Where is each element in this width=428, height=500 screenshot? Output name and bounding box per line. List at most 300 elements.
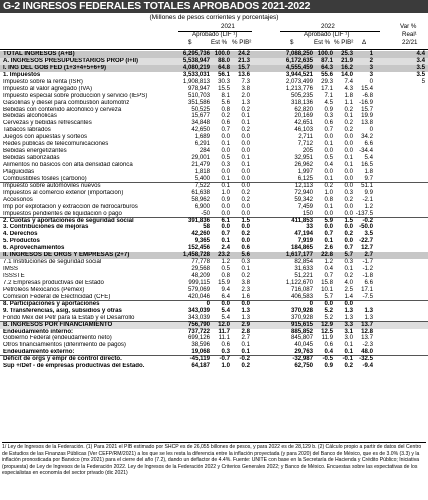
row-label: I. ING DEL GOB FED (1+3+4+5+6+9) — [3, 64, 107, 71]
header-col-est-2022: Est % — [314, 39, 331, 46]
row-value: -6.8 — [362, 91, 373, 99]
table-row — [0, 72, 428, 79]
row-value: 0.0 — [324, 209, 333, 217]
row-value: 7.4 — [344, 77, 353, 85]
row-value: 5.6 — [241, 251, 250, 259]
row-value: 885,852 — [290, 327, 313, 335]
row-label: Imp por explotación y extracción de hidrocarburos — [3, 203, 138, 210]
row-value: -0.1 — [342, 355, 353, 363]
row-value: 10.1 — [321, 285, 333, 293]
row-value: 17.1 — [321, 84, 333, 92]
row-value: 3.8 — [241, 84, 250, 92]
row-value: 48.0 — [361, 348, 373, 356]
row-value: 1,213,776 — [285, 84, 313, 92]
row-value: 0.0 — [221, 223, 230, 231]
row-value: 0.1 — [221, 181, 230, 189]
row-value: 2.4 — [221, 244, 230, 252]
row-value: -137.5 — [355, 209, 373, 217]
row-value: 0.0 — [344, 147, 353, 155]
row-value: 40,045 — [294, 341, 313, 349]
row-value: 0.0 — [324, 147, 333, 155]
table-row — [0, 224, 428, 231]
row-value: 391,836 — [187, 216, 210, 224]
row-value: 3.4 — [416, 56, 425, 64]
row-value: 0.0 — [241, 181, 250, 189]
row-value: 1 — [369, 50, 373, 57]
row-value: 0.2 — [241, 272, 250, 279]
table-row — [0, 363, 428, 370]
row-value: 1.3 — [364, 306, 373, 314]
table-row — [0, 294, 428, 301]
row-value: 0.4 — [324, 265, 333, 273]
row-label: Bebidas saborizadas — [3, 155, 60, 162]
row-label: 7.2 Empresas productivas del Estado — [3, 279, 104, 286]
row-value: 3.5 — [416, 63, 425, 71]
row-value: 15.4 — [361, 84, 373, 92]
row-value: 23.2 — [218, 251, 230, 259]
row-value: 420,046 — [187, 292, 210, 300]
header-year-2021: 2021 — [221, 23, 235, 30]
row-value: 0.3 — [324, 112, 333, 120]
row-value: 4.3 — [344, 84, 353, 92]
row-value: 1.8 — [344, 91, 353, 99]
row-label: Accesorios — [3, 196, 33, 203]
row-label: Cervezas y bebidas refrescantes — [3, 120, 92, 127]
row-value: 0.7 — [324, 272, 333, 279]
page-title: G-2 INGRESOS FEDERALES TOTALES APROBADOS 2021-2022 — [0, 0, 428, 13]
row-value: 5,400 — [194, 174, 210, 182]
row-value: 0.7 — [324, 230, 333, 238]
row-label: 8. Participaciones y aportaciones — [3, 300, 100, 307]
row-value: 318,136 — [290, 98, 313, 106]
row-value: 351,586 — [187, 98, 210, 106]
row-value: 0.2 — [344, 195, 353, 203]
row-value: 1.3 — [241, 98, 250, 106]
row-value: 5.4 — [221, 306, 230, 314]
row-value: 0.2 — [241, 362, 250, 370]
row-label: Fondo Mex del Petr para la Estab y el Desarrollo — [3, 314, 135, 321]
row-value: 406,583 — [290, 292, 313, 300]
row-value: 2.8 — [241, 327, 250, 335]
row-value: 9.7 — [364, 174, 373, 182]
row-value: 72,940 — [294, 188, 313, 196]
table-row — [0, 134, 428, 141]
row-value: 50,525 — [191, 105, 210, 113]
row-value: 0.2 — [241, 195, 250, 203]
row-value: 16.5 — [361, 161, 373, 168]
row-value: 9,365 — [194, 237, 210, 245]
row-value: 22.8 — [321, 251, 333, 259]
row-value: 4.0 — [344, 278, 353, 286]
row-value: 0.2 — [344, 362, 353, 370]
table-row — [0, 58, 428, 65]
row-value: 11.9 — [321, 334, 333, 342]
row-value: 0.1 — [324, 202, 333, 210]
row-value: 0.4 — [324, 348, 333, 356]
row-label: Otros financiamientos (diferimiento de pagos) — [3, 342, 126, 349]
row-value: 0.0 — [344, 140, 353, 148]
row-value: -9.4 — [362, 362, 373, 370]
row-value: 0 — [369, 77, 373, 85]
row-value: 978,947 — [187, 84, 210, 92]
row-value: 284 — [199, 147, 210, 155]
row-value: 8.1 — [221, 91, 230, 99]
row-value: 1.3 — [344, 306, 353, 314]
row-value: 510,703 — [187, 91, 210, 99]
row-value: 34,848 — [191, 119, 210, 127]
row-value: 0.0 — [241, 202, 250, 210]
row-value: 7,459 — [297, 202, 313, 210]
row-value: 12.9 — [321, 320, 333, 328]
row-value: 2.7 — [241, 334, 250, 342]
row-label: Sup +/Def - de empresas productivas del Estado. — [3, 363, 145, 370]
row-label: 1. Impuestos — [3, 71, 41, 78]
table-row — [0, 51, 428, 58]
row-value: 1,997 — [297, 167, 313, 175]
row-value: -1.2 — [362, 265, 373, 273]
row-value: 64,187 — [191, 362, 210, 370]
row-value: 4,080,219 — [182, 63, 210, 71]
row-value: 0.2 — [324, 181, 333, 189]
row-value: 0.8 — [221, 272, 230, 279]
table-row — [0, 183, 428, 190]
row-value: 5.6 — [221, 98, 230, 106]
row-label: 7.1 Instituciones de seguridad social — [3, 259, 102, 266]
row-value: -0.2 — [239, 355, 250, 363]
row-value: 0.1 — [324, 174, 333, 182]
row-value: 0.5 — [221, 154, 230, 162]
row-value: 0.0 — [344, 237, 353, 245]
row-label: Gasolinas y diésel para combustión automotriz — [3, 99, 130, 106]
row-value: 5.7 — [344, 251, 353, 259]
row-label: 6. Aprovechamientos — [3, 245, 65, 252]
row-value: 505,235 — [290, 91, 313, 99]
row-value: 1.0 — [324, 188, 333, 196]
row-value: 58 — [203, 223, 210, 231]
row-label: Combustibles fósiles (carbono) — [3, 175, 87, 182]
row-value: 21,479 — [191, 161, 210, 168]
row-value: 15.5 — [218, 84, 230, 92]
row-label: Bebidas con contenido alcohólico y cerveza — [3, 106, 122, 113]
row-value: 0.0 — [241, 140, 250, 148]
row-value: 1.1 — [344, 98, 353, 106]
row-value: 150 — [302, 209, 313, 217]
footnotes: 1/ Ley de Ingresos de la Federación. (1) Para 2021 el PIB estimado por SHCP es de 26,055 billones de pesos, y para 2022 es de 28,129 b. (2) Cálculo propio a partir de datos del Centro de Estudios de las Finanzas Públicas (Ver CEFP/RM/2021) a los que se les resta la diferencia entre la inflación proyectada (y para 2020) del Banco de México, que es de 3.0% (3.3) y la inflación pronosticada por Banxico (mx 2021) para el cierre del año (7.2), dando un deflactor de 4.4%. Fuente: UNITE con base en la Secretaría de Hacienda y Crédito Público; Iniciativa (propuesta) de Ley de Ingresos de la Federación 2022. Ley de Ingresos de la Federación 2022 y Criterios Generales 2022; y Banco de México. Encuestas sobre las expectativas de los especialistas en economía del sector privado (dic 2021) — [2, 442, 426, 500]
row-value: 0.0 — [241, 299, 250, 307]
row-value: 20,169 — [294, 112, 313, 120]
row-value: 370,928 — [290, 313, 313, 321]
table-row — [0, 65, 428, 72]
row-value: 26,962 — [294, 161, 313, 168]
row-value: 9.9 — [364, 188, 373, 196]
row-value: 51,221 — [294, 272, 313, 279]
row-label: Bebidas alcohólicas — [3, 113, 57, 120]
row-value: 5.7 — [324, 292, 333, 300]
row-value: 32,951 — [294, 154, 313, 162]
row-value: 1,617,177 — [285, 251, 313, 259]
row-value: 0.0 — [241, 209, 250, 217]
row-value: 0 — [206, 299, 210, 307]
row-value: 82,854 — [294, 258, 313, 266]
row-label: Impuestos al comercio exterior (importación) — [3, 189, 124, 196]
row-value: 61,638 — [191, 188, 210, 196]
row-label: Juegos con apuestas y sorteos — [3, 134, 88, 141]
row-label: 2. Cuotas y aportaciones de seguridad social — [3, 217, 134, 224]
row-value: 2.5 — [344, 285, 353, 293]
row-value: 0.9 — [324, 105, 333, 113]
row-value: 7,712 — [297, 140, 313, 148]
header-var-label: Var % — [400, 23, 417, 30]
row-value: 3.0 — [344, 334, 353, 342]
row-value: -2.1 — [362, 195, 373, 203]
row-value: 845,807 — [290, 334, 313, 342]
row-label: Impuesto especial sobre producción y servicio (IEPS) — [3, 92, 148, 99]
row-label: 9. Transferencias, asig, subsidios y otras — [3, 307, 122, 314]
row-value: 0.0 — [324, 223, 333, 231]
row-value: 3.5 — [416, 70, 425, 78]
row-value: 0.0 — [241, 237, 250, 245]
row-value: 7.3 — [241, 77, 250, 85]
row-value: 370,928 — [290, 306, 313, 314]
row-value: 0.0 — [221, 299, 230, 307]
row-value: 0.1 — [324, 237, 333, 245]
row-value: 6,172,635 — [285, 56, 313, 64]
row-value: 5.4 — [221, 313, 230, 321]
row-value: 1.2 — [221, 258, 230, 266]
row-value: 1.5 — [344, 216, 353, 224]
row-value: 3 — [369, 63, 373, 71]
row-value: 0.0 — [324, 299, 333, 307]
row-value: 62,820 — [294, 105, 313, 113]
row-value: 30.3 — [218, 77, 230, 85]
row-value: 0.3 — [344, 258, 353, 266]
row-value: 6,295,736 — [182, 50, 210, 57]
row-value: 12.7 — [361, 244, 373, 252]
row-value: 2.3 — [241, 285, 250, 293]
row-value: 2,711 — [298, 133, 313, 141]
row-value: 205 — [302, 147, 313, 155]
row-value: 1,908,813 — [182, 77, 210, 85]
row-label: 3. Contribuciones de mejoras — [3, 224, 89, 231]
row-label: Impuesto sobre automóviles nuevos — [3, 182, 101, 189]
row-value: 0.2 — [241, 188, 250, 196]
row-value: 12.8 — [361, 327, 373, 335]
row-value: 0.0 — [324, 167, 333, 175]
row-value: 0.5 — [221, 265, 230, 273]
row-value: 6,125 — [297, 174, 313, 182]
row-value: 7.1 — [324, 91, 333, 99]
row-label: A. INGRESOS PRESUPUESTARIOS PROP (I+II) — [3, 57, 139, 64]
header-col-est-2021: Est % — [211, 39, 228, 46]
table-row — [0, 273, 428, 280]
row-value: 0.7 — [221, 230, 230, 238]
row-value: 1.3 — [241, 306, 250, 314]
row-value: 0.1 — [324, 140, 333, 148]
row-label: Bebidas energetizantes — [3, 148, 67, 155]
row-value: 15.7 — [238, 63, 250, 71]
row-value: -34.4 — [359, 147, 373, 155]
row-value: 7,522 — [194, 181, 210, 189]
row-value: 4,555,459 — [285, 63, 313, 71]
header-period-label: 22/21 — [402, 39, 418, 46]
row-value: 29,763 — [294, 348, 313, 356]
row-value: 0.1 — [241, 348, 250, 356]
row-value: 0.1 — [344, 154, 353, 162]
row-value: 5.2 — [324, 313, 333, 321]
row-value: 1.4 — [344, 292, 353, 300]
row-value: 16.2 — [341, 63, 353, 71]
row-value: 6.6 — [364, 278, 373, 286]
row-value: 699,126 — [187, 334, 210, 342]
row-value: 17.1 — [361, 285, 373, 293]
row-label: ISSSTE — [3, 273, 25, 279]
row-value: 0.0 — [241, 174, 250, 182]
row-value: 6,291 — [194, 140, 210, 148]
row-label: Gobierno Federal (endeudamiento neto) — [3, 335, 112, 342]
row-value: 51.1 — [361, 181, 373, 189]
row-value: 2.7 — [364, 251, 373, 259]
row-value: 0.1 — [241, 265, 250, 273]
row-value: 0.2 — [241, 126, 250, 134]
row-label: Alimentos no básicos con alta densidad calórica — [3, 162, 133, 168]
row-value: 0.8 — [324, 195, 333, 203]
row-value: -0.7 — [219, 355, 230, 363]
row-value: 12.0 — [218, 320, 230, 328]
row-value: 737,722 — [187, 327, 210, 335]
row-value: 15.7 — [361, 105, 373, 113]
row-value: 47,194 — [294, 230, 313, 238]
row-value: 0.0 — [221, 202, 230, 210]
row-value: 0.6 — [221, 341, 230, 349]
row-value: 0.1 — [241, 112, 250, 120]
row-value: 0.9 — [221, 195, 230, 203]
row-value: 0.0 — [344, 133, 353, 141]
row-value: 2.0 — [241, 91, 250, 99]
row-value: 19,068 — [191, 348, 210, 356]
row-value: 0.0 — [344, 167, 353, 175]
row-value: 0.7 — [221, 126, 230, 134]
row-value: 3.1 — [344, 327, 353, 335]
row-value: 2 — [369, 56, 373, 64]
table-row — [0, 197, 428, 204]
row-label: 5. Productos — [3, 238, 40, 245]
row-label: Petróleos Mexicanos (Pemex) — [3, 286, 85, 293]
row-value: 4.5 — [324, 98, 333, 106]
row-value: 77,778 — [191, 258, 210, 266]
row-value: -32.5 — [359, 355, 373, 363]
row-value: 7,088,250 — [285, 50, 313, 57]
row-value: 1,818 — [194, 167, 210, 175]
row-value: 0.9 — [324, 362, 333, 370]
row-value: 915,615 — [290, 320, 313, 328]
row-value: -2.3 — [362, 341, 373, 349]
row-value: 100.0 — [317, 50, 333, 57]
row-value: 88.0 — [218, 56, 230, 64]
row-value: 0.1 — [241, 119, 250, 127]
row-value: 9.4 — [221, 285, 230, 293]
row-value: 2.6 — [324, 244, 333, 252]
row-value: 13.7 — [361, 320, 373, 328]
row-value: 100.0 — [214, 50, 230, 57]
row-value: 62,750 — [294, 362, 313, 370]
row-value: 64.3 — [321, 63, 333, 71]
row-value: 11.1 — [218, 334, 230, 342]
row-value: 0.0 — [344, 174, 353, 182]
row-label: Impuesto al valor agregado (IVA) — [3, 85, 92, 92]
row-value: 3.5 — [364, 230, 373, 238]
header-col-delta-2022: Δ — [362, 39, 367, 46]
row-value: 13.6 — [238, 70, 250, 78]
row-value: 0.6 — [324, 341, 333, 349]
row-value: 0.0 — [344, 299, 353, 307]
row-value: 0.0 — [221, 167, 230, 175]
row-value: 1.3 — [344, 313, 353, 321]
row-value: 21.9 — [341, 56, 353, 64]
row-value: 0.3 — [344, 188, 353, 196]
header-bottom-rule — [0, 49, 428, 50]
header-col-amount-2022: $ — [290, 39, 294, 46]
row-value: 13.8 — [361, 119, 373, 127]
row-value: 42,650 — [191, 126, 210, 134]
row-value: 0.3 — [221, 161, 230, 168]
row-value: 15,677 — [191, 112, 210, 120]
row-label: Tabacos labrados — [3, 127, 51, 134]
row-value: -0.5 — [322, 355, 333, 363]
header-col-pib-2022: % PIB² — [334, 39, 354, 46]
row-value: 14.0 — [341, 70, 353, 78]
row-value: 0.2 — [344, 230, 353, 238]
row-value: 12.5 — [321, 327, 333, 335]
row-value: -32,987 — [292, 355, 313, 363]
row-value: 716,087 — [290, 285, 313, 293]
row-value: 0.2 — [344, 126, 353, 134]
table-row — [0, 169, 428, 176]
row-value: 58,962 — [191, 195, 210, 203]
row-value: 0.2 — [241, 230, 250, 238]
row-value: 0.1 — [221, 174, 230, 182]
row-value: 1.2 — [324, 258, 333, 266]
row-label: Impuesto sobre la renta (ISR) — [3, 78, 83, 85]
row-value: 0.2 — [344, 105, 353, 113]
row-value: 31,633 — [294, 265, 313, 273]
table-row — [0, 301, 428, 308]
table-row — [0, 148, 428, 155]
header-col-pib-2021: % PIB² — [232, 39, 252, 46]
table-row — [0, 308, 428, 315]
row-label: II. INGRESOS DE ORGS Y EMPRESAS (2+7) — [3, 252, 130, 259]
row-value: 0.6 — [241, 244, 250, 252]
row-value: -45,119 — [189, 355, 210, 363]
row-value: 0.7 — [324, 126, 333, 134]
row-label: TOTAL INGRESOS (A+B) — [3, 51, 75, 57]
row-value: 1,458,728 — [182, 251, 210, 259]
row-value: 56.1 — [218, 70, 230, 78]
row-value: -50 — [201, 209, 210, 217]
row-value: 13.7 — [361, 334, 373, 342]
row-value: 0.7 — [344, 244, 353, 252]
row-value: 0.0 — [344, 209, 353, 217]
row-value: 87.1 — [321, 56, 333, 64]
row-value: 0.0 — [344, 223, 353, 231]
row-label: Endeudamiento externo: — [3, 349, 75, 356]
row-value: 3,944,521 — [285, 70, 313, 78]
row-value: 0.0 — [344, 181, 353, 189]
row-value: 0 — [309, 299, 313, 307]
row-value: -1.7 — [362, 258, 373, 266]
row-value: -0.2 — [362, 216, 373, 224]
row-value: 7,919 — [297, 237, 313, 245]
row-label: B. INGRESOS POR FINANCIAMIENTO — [3, 321, 113, 328]
